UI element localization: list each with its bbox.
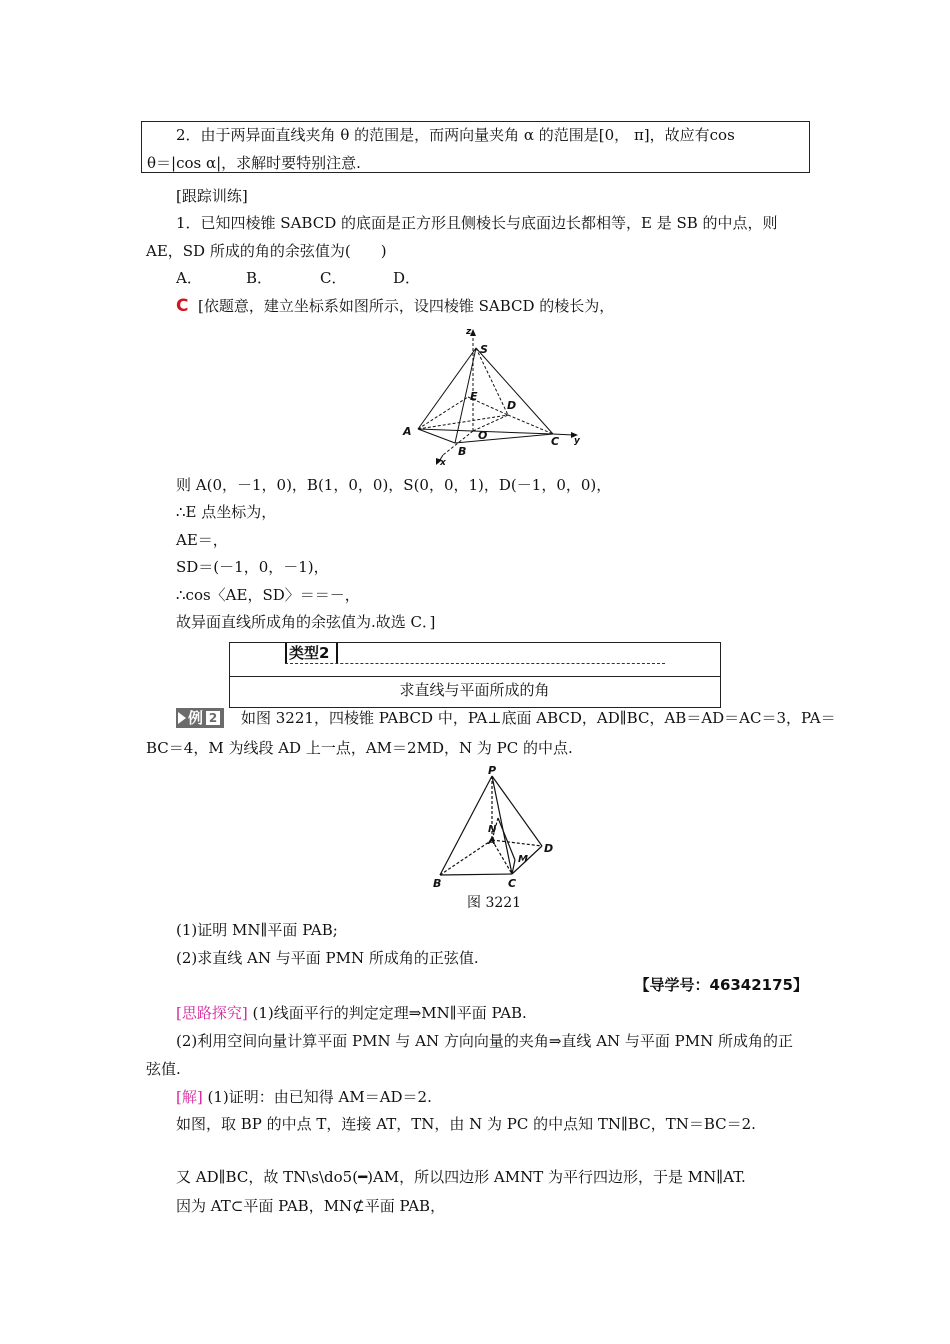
solution-line-5: ∴cos〈AE，SD〉＝＝－， <box>176 586 360 604</box>
pyramid-figure-2 <box>430 762 560 892</box>
fig2-label-d: D <box>544 842 554 855</box>
fig1-label-c: C <box>551 435 560 448</box>
thinking-line-2: (2)利用空间向量计算平面 PMN 与 AN 方向向量的夹角⇒直线 AN 与平面 PMN 所成角的正 <box>176 1032 794 1050</box>
part-1: (1)证明 MN∥平面 PAB; <box>176 921 338 939</box>
fig1-label-b: B <box>458 445 467 458</box>
thinking-label: [思路探究] <box>176 1004 248 1022</box>
type-tag: 类型2 <box>289 644 330 662</box>
example-line-2: BC＝4，M 为线段 AD 上一点，AM＝2MD，N 为 PC 的中点. <box>146 739 573 757</box>
solution-text-3: 又 AD∥BC，故 TN\s\do5(━)AM，所以四边形 AMNT 为平行四边形，于是 MN∥AT. <box>176 1168 746 1186</box>
example-badge-number: 2 <box>206 711 220 725</box>
solution-line-1: 则 A(0，－1，0)，B(1，0，0)，S(0，0，1)，D(－1，0，0)， <box>176 476 612 494</box>
fig1-label-x: x <box>440 458 446 465</box>
question-1-line-2: AE，SD 所成的角的余弦值为( ) <box>146 242 387 260</box>
practice-header: [跟踪训练] <box>176 187 248 205</box>
fig1-label-z: z <box>466 327 472 337</box>
fig1-label-a: A <box>403 425 412 438</box>
example-badge <box>176 708 224 728</box>
solution-text-1: (1)证明：由已知得 AM＝AD＝2. <box>202 1088 432 1106</box>
fig2-label-c: C <box>508 877 517 890</box>
option-b: B． <box>246 269 273 287</box>
example-badge-arrow-icon <box>178 712 186 724</box>
thinking-line-3: 弦值. <box>146 1060 181 1078</box>
fig2-label-b: B <box>433 877 442 890</box>
fig1-label-s: S <box>480 343 488 356</box>
fig2-label-a: A <box>488 836 496 847</box>
example-badge-label: 例 <box>188 709 204 727</box>
type-tag-bar-left <box>285 643 287 663</box>
solution-line-6: 故异面直线所成角的余弦值为.故选 C．] <box>176 613 436 631</box>
example-line-1: 如图 3221，四棱锥 PABCD 中，PA⊥底面 ABCD，AD∥BC，AB＝AD＝AC＝3，PA＝ <box>241 709 836 727</box>
guide-number: 【导学号：46342175】 <box>634 976 808 994</box>
type-box-divider <box>229 676 720 677</box>
solution-line-4: SD＝(－1，0，－1)， <box>176 558 329 576</box>
solution-text-4: 因为 AT⊂平面 PAB，MN⊄平面 PAB， <box>176 1197 446 1215</box>
part-2: (2)求直线 AN 与平面 PMN 所成角的正弦值. <box>176 949 479 967</box>
fig1-label-e: E <box>470 390 478 403</box>
type-tag-bar-right <box>336 643 338 663</box>
option-c: C． <box>320 269 347 287</box>
option-a: A． <box>176 269 202 287</box>
fig1-label-d: D <box>507 399 517 412</box>
solution-text-2: 如图，取 BP 的中点 T，连接 AT，TN，由 N 为 PC 的中点知 TN∥BC，TN＝BC＝2. <box>176 1115 756 1133</box>
thinking-text-1: (1)线面平行的判定定理⇒MN∥平面 PAB. <box>247 1004 527 1022</box>
question-1-line-1: 1．已知四棱锥 SABCD 的底面是正方形且侧棱长与底面边长都相等，E 是 SB 的中点，则 <box>176 214 778 232</box>
solution-line-2: ∴E 点坐标为， <box>176 503 277 521</box>
fig2-label-p: P <box>488 764 497 777</box>
type-tag-dashes <box>285 663 665 664</box>
fig1-label-y: y <box>574 436 580 446</box>
fig2-label-m: M <box>518 854 528 865</box>
option-d: D． <box>393 269 421 287</box>
pyramid-figure-1 <box>398 323 588 465</box>
thinking-line-1 <box>176 1003 527 1023</box>
solution-line-3: AE＝， <box>176 531 228 549</box>
figure-2-caption: 图 3221 <box>467 895 522 911</box>
solution-label: [解] <box>176 1088 203 1106</box>
answer-letter: C <box>176 296 189 316</box>
note-line-1: 2．由于两异面直线夹角 θ 的范围是，而两向量夹角 α 的范围是[0， π]，故应有cos <box>176 126 735 144</box>
note-line-2: θ＝|cos α|，求解时要特别注意. <box>147 154 361 172</box>
type-title: 求直线与平面所成的角 <box>399 681 550 699</box>
solution-header-line <box>176 1087 432 1107</box>
answer-line-1: [依题意，建立坐标系如图所示，设四棱锥 SABCD 的棱长为， <box>198 297 615 315</box>
fig1-label-o: O <box>478 429 488 442</box>
fig2-label-n: N <box>488 824 497 835</box>
